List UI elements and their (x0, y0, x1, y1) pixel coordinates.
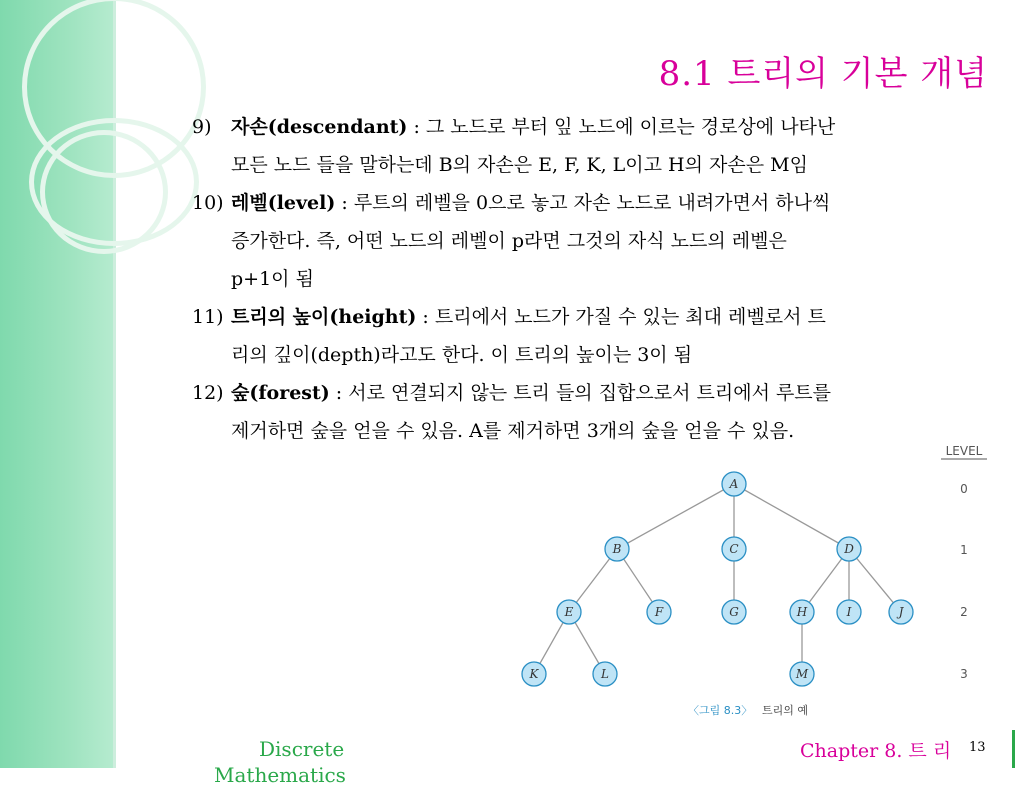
node-label: M (795, 667, 809, 681)
level-value: 3 (960, 667, 968, 681)
level-header: LEVEL (945, 444, 983, 458)
figure-caption-number: 〈그림 8.3〉 (688, 704, 753, 717)
definition-item (192, 108, 992, 184)
tree-nodes (522, 472, 913, 686)
item-term: 레벨(level) (231, 192, 336, 214)
item-text: : 서로 연결되지 않는 트리 들의 집합으로서 트리에서 루트를 (329, 382, 832, 404)
node-label: J (898, 605, 904, 619)
item-continuation: 모든 노드 들을 말하는데 B의 자손은 E, F, K, L이고 H의 자손은 M임 (231, 154, 808, 176)
slide-title: 8.1 트리의 기본 개념 (658, 54, 988, 94)
page-number-bar (1012, 730, 1015, 768)
node-label: H (796, 605, 808, 619)
item-term: 숲(forest) (231, 382, 330, 404)
node-label: C (729, 542, 739, 556)
node-label: D (844, 542, 854, 556)
level-value: 2 (960, 605, 968, 619)
definition-item (192, 298, 992, 374)
item-number: 12) (192, 382, 224, 404)
level-value: 0 (960, 482, 968, 496)
item-number: 10) (192, 192, 224, 214)
definition-item (192, 374, 992, 450)
item-continuation: 제거하면 숲을 얻을 수 있음. A를 제거하면 3개의 숲을 얻을 수 있음. (231, 420, 795, 442)
level-value: 1 (960, 543, 968, 557)
item-continuation: 증가한다. 즉, 어떤 노드의 레벨이 p라면 그것의 자식 노드의 레벨은 (231, 230, 787, 252)
item-text: : 그 노드로 부터 잎 노드에 이르는 경로상에 나타난 (407, 116, 836, 138)
item-number: 9) (192, 116, 212, 138)
node-label: E (564, 605, 574, 619)
node-label: L (601, 667, 609, 681)
page-number: 13 (969, 740, 986, 755)
node-label: A (729, 477, 739, 491)
tree-diagram (500, 440, 1000, 730)
decorative-circle (40, 130, 168, 254)
tree-edge (617, 484, 734, 549)
footer-chapter: Chapter 8. 트 리 (800, 740, 952, 762)
node-label: G (729, 605, 739, 619)
item-text: : 트리에서 노드가 가질 수 있는 최대 레벨로서 트 (416, 306, 826, 328)
item-number: 11) (192, 306, 224, 328)
item-term: 자손(descendant) (231, 116, 408, 138)
tree-edge (734, 484, 849, 549)
tree-edges (534, 484, 901, 674)
level-column (941, 444, 987, 681)
item-term: 트리의 높이(height) (231, 306, 417, 328)
tree-node-labels (529, 477, 905, 681)
footer-course-line1: Discrete (259, 737, 345, 761)
footer-course-line2: Mathematics (214, 763, 346, 787)
node-label: I (846, 605, 852, 619)
item-continuation: p+1이 됨 (231, 268, 314, 290)
definition-list (192, 108, 992, 450)
footer-course (214, 736, 346, 788)
item-continuation: 리의 깊이(depth)라고도 한다. 이 트리의 높이는 3이 됨 (231, 344, 693, 366)
item-text: : 루트의 레벨을 0으로 놓고 자손 노드로 내려가면서 하나씩 (335, 192, 831, 214)
node-label: K (529, 667, 539, 681)
node-label: F (654, 605, 664, 619)
definition-item (192, 184, 992, 298)
figure-caption-text: 트리의 예 (762, 704, 809, 717)
node-label: B (612, 542, 622, 556)
